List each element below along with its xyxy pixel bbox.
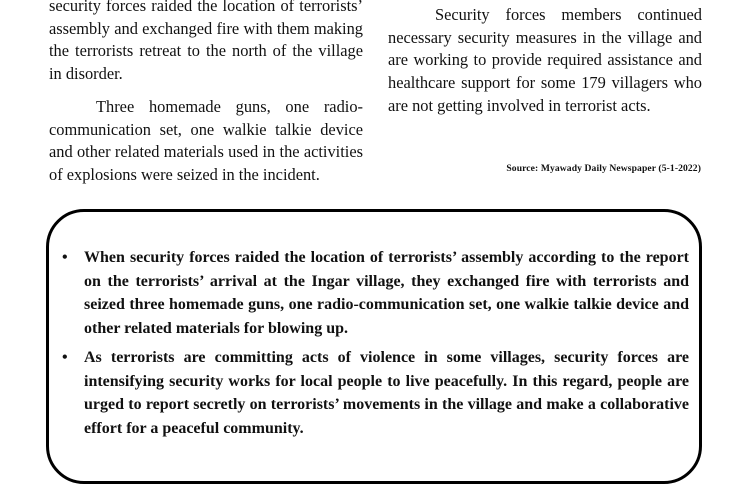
- article-right-column: [388, 4, 702, 118]
- source-citation: Source: Myawady Daily Newspaper (5-1-2022): [506, 163, 701, 174]
- summary-bullet-list: [62, 246, 689, 446]
- bullet-icon: •: [62, 249, 68, 266]
- summary-bullet-text: As terrorists are committing acts of violence in some villages, security forces are intensifying security works for local people to live peacefully. In this regard, people are urged to report secretly on terrorists’ movements in the village and make a collaborative effort for a peaceful community.: [84, 349, 689, 437]
- summary-bullet-item: [62, 246, 689, 340]
- bullet-icon: •: [62, 349, 68, 366]
- article-paragraph: security forces raided the location of terrorists’ assembly and exchanged fire with them making the terrorists retreat to the north of the village in disorder.: [49, 0, 363, 84]
- summary-bullet-item: [62, 346, 689, 440]
- article-paragraph: Security forces members continued necessary security measures in the village and are working to provide required assistance and healthcare support for some 179 villagers who are not getting involved in terrorist acts.: [388, 5, 702, 115]
- summary-bullet-text: When security forces raided the location of terrorists’ assembly according to the report on the terrorists’ arrival at the Ingar village, they exchanged fire with terrorists and seized three homemade guns, one radio-communication set, one walkie talkie device and other related materials for blowing up.: [84, 249, 689, 337]
- article-paragraph: Three homemade guns, one radio-communication set, one walkie talkie device and other related materials used in the activities of explosions were seized in the incident.: [49, 96, 363, 184]
- article-left-column: [49, 0, 363, 187]
